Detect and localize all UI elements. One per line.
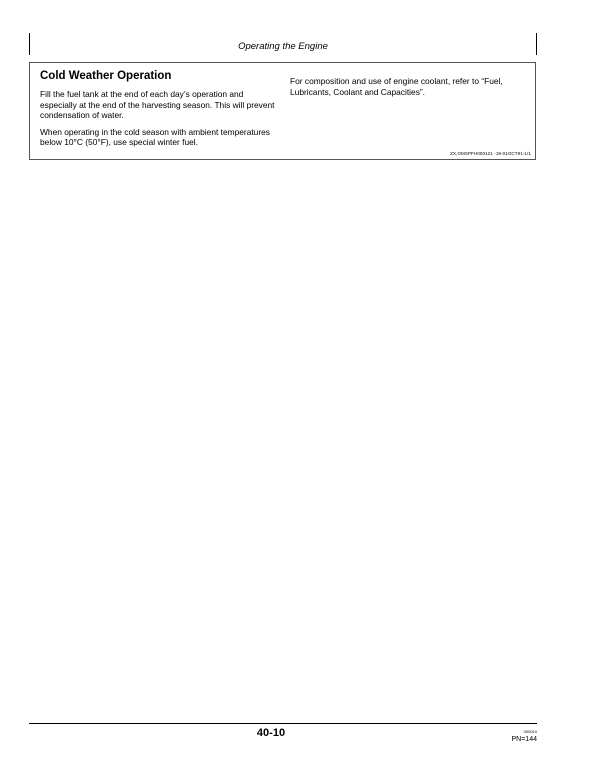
- topic-paragraph: Fill the fuel tank at the end of each day’s operation and especially at the end of the harvesting season. This will prevent condensation of water.: [40, 89, 275, 120]
- topic-paragraph: When operating in the cold season with ambient temperatures below 10°C (50°F), use special winter fuel.: [40, 126, 270, 147]
- section-title: Operating the Engine: [238, 41, 328, 52]
- footer-code: 000010: [523, 729, 537, 734]
- header-rule-right: [536, 33, 537, 55]
- footer-part-number: PN=144: [511, 736, 537, 743]
- topic-paragraph: For composition and use of engine coolant, refer to “Fuel, Lubricants, Coolant and Capacities”.: [290, 76, 503, 97]
- topic-right-column: [290, 76, 530, 103]
- footer-rule: [29, 723, 537, 724]
- topic-left-column: [40, 69, 280, 154]
- topic-heading: Cold Weather Operation: [40, 70, 172, 82]
- topic-box: [29, 62, 536, 160]
- document-id: ZX,OMSPFH000121 -19-01OCT91-1/1: [450, 151, 531, 156]
- page-number: 40-10: [256, 727, 286, 739]
